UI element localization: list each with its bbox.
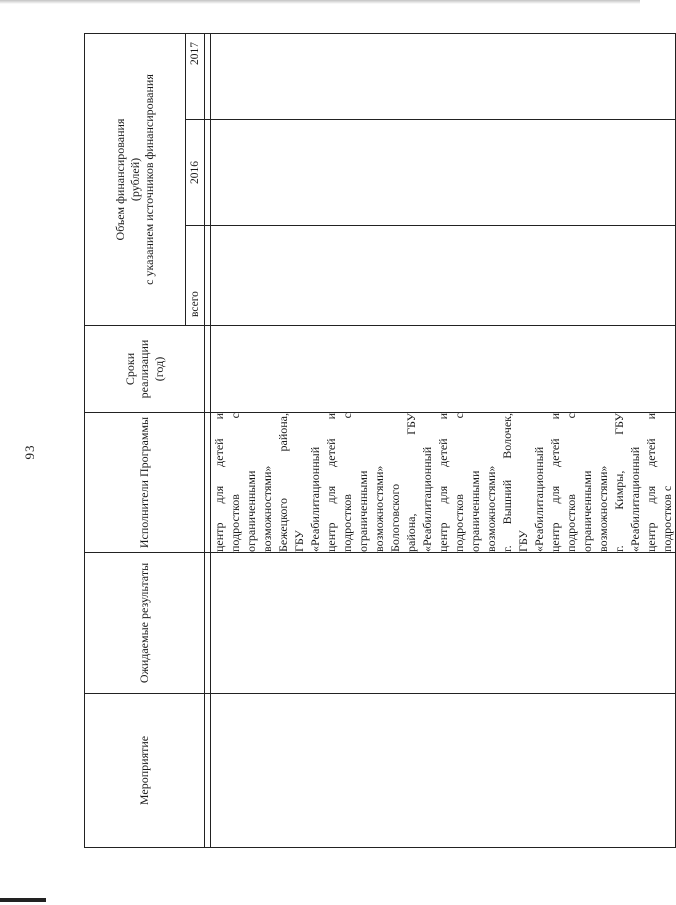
header-executors: Исполнители Программы	[85, 413, 205, 553]
executors-line: ГБУ	[516, 530, 530, 552]
executors-line: центр для детей и	[548, 413, 562, 552]
header-year-2017: 2017	[186, 34, 205, 120]
executors-line: центр для детей и	[436, 413, 450, 552]
cell-2016	[211, 120, 676, 226]
executors-line: ограниченными	[468, 470, 482, 552]
cell-total	[211, 226, 676, 326]
executors-line: подростков с	[452, 413, 466, 552]
executors-line: г. Вышний Волочек,	[500, 413, 514, 552]
cell-executors	[211, 413, 676, 553]
program-measures-table	[84, 33, 676, 848]
executors-line: подростков с	[660, 485, 674, 552]
cell-term	[211, 326, 676, 413]
executors-line: возможностями»	[596, 465, 610, 552]
executors-line: подростков с	[228, 413, 242, 552]
executors-line: подростков с	[340, 413, 354, 552]
executors-line: «Реабилитационный	[420, 446, 434, 552]
executors-line: Бологовского	[388, 483, 402, 552]
page-number: 93	[22, 444, 37, 460]
header-total: всего	[186, 226, 205, 326]
executors-line: «Реабилитационный	[308, 446, 322, 552]
header-financing-units: (рублей)	[127, 157, 142, 202]
executors-line: подростков с	[564, 413, 578, 552]
executors-line: ограниченными	[244, 470, 258, 552]
executors-line: центр для детей и	[212, 413, 226, 552]
executors-line: ограниченными	[356, 470, 370, 552]
executors-line: Бежецкого района,	[276, 413, 290, 552]
executors-line: «Реабилитационный	[532, 446, 546, 552]
header-year-2016: 2016	[186, 120, 205, 226]
scan-mark-bottom-left	[0, 898, 46, 902]
cell-2017	[211, 34, 676, 120]
executors-line: возможностями»	[372, 465, 386, 552]
executors-line: возможностями»	[484, 465, 498, 552]
header-measure: Мероприятие	[85, 694, 205, 848]
executors-line: г. Кимры, ГБУ	[612, 413, 626, 552]
header-financing-title: Объем финансирования	[113, 118, 128, 241]
table-rotated-container	[84, 34, 674, 848]
header-financing	[85, 34, 186, 326]
scan-edge-top	[0, 0, 640, 4]
executors-line: центр для детей и	[644, 413, 658, 552]
executors-line: района, ГБУ	[404, 413, 418, 552]
cell-expected-results	[211, 553, 676, 694]
header-expected-results: Ожидаемые результаты	[85, 553, 205, 694]
executors-line: ограниченными	[580, 470, 594, 552]
executors-line: центр для детей и	[324, 413, 338, 552]
executors-text	[211, 413, 675, 552]
executors-line: «Реабилитационный	[628, 446, 642, 552]
executors-line: ГБУ	[292, 530, 306, 552]
header-term: Сроки реализации (год)	[85, 326, 205, 413]
cell-measure	[211, 694, 676, 848]
header-financing-sources: с указанием источников финансирования	[142, 74, 157, 285]
executors-line: возможностями»	[260, 465, 274, 552]
